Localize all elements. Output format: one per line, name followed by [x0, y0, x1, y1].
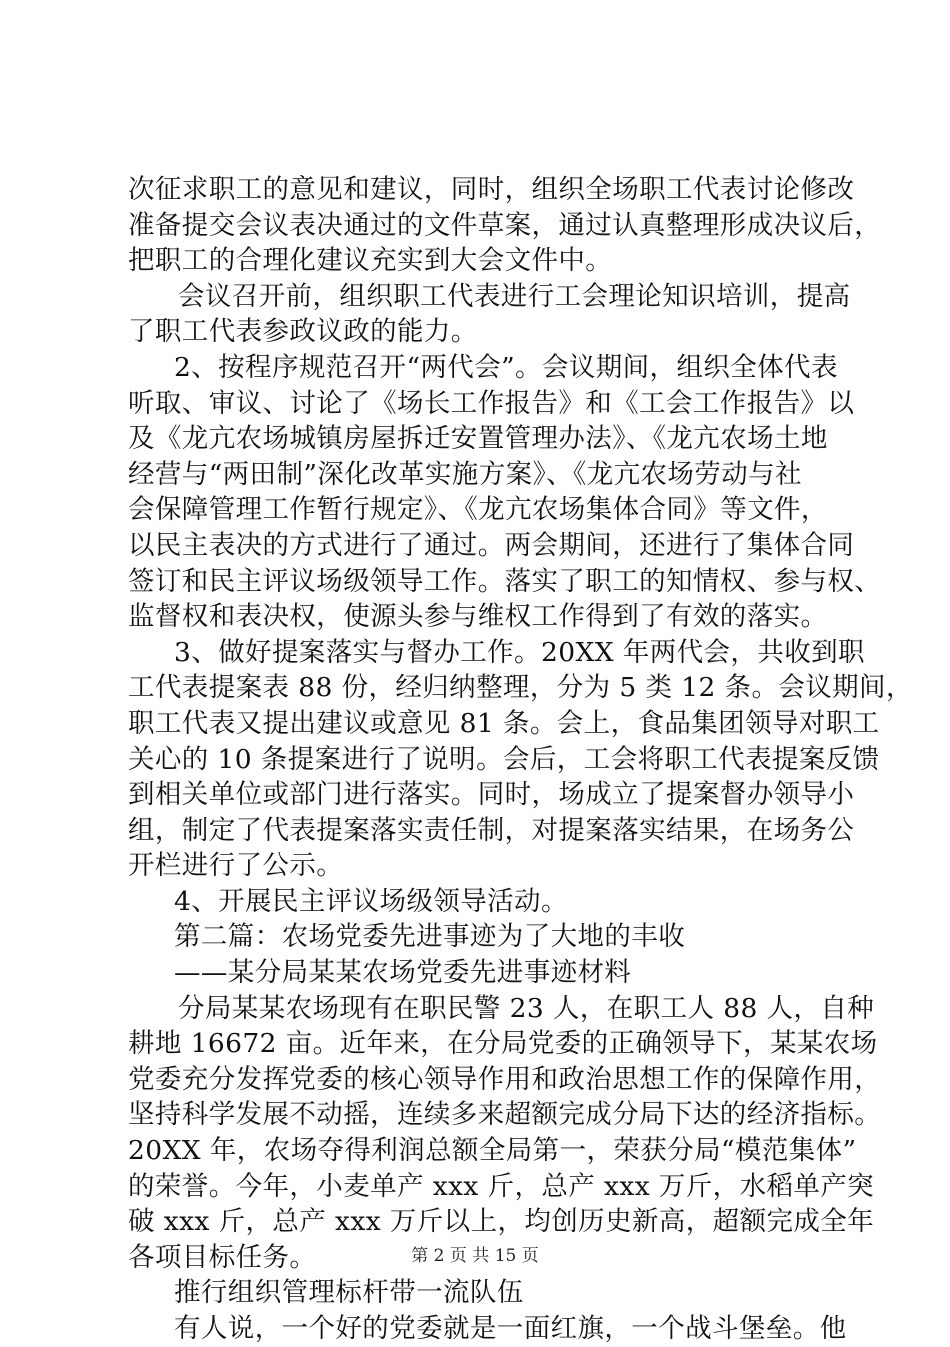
text-line: 开栏进行了公示。	[128, 850, 344, 882]
text-line: 监督权和表决权，使源头参与维权工作得到了有效的落实。	[128, 601, 828, 633]
paragraph-start: 分局某某农场现有在职民警 23 人，在职工人 88 人，自种	[178, 992, 875, 1024]
text-line: 党委充分发挥党委的核心领导作用和政治思想工作的保障作用，	[128, 1063, 882, 1095]
paragraph-start: 2、按程序规范召开“两代会”。会议期间，组织全体代表	[174, 351, 838, 383]
text-line: 各项目标任务。	[128, 1241, 317, 1273]
paragraph-start: 3、做好提案落实与督办工作。20XX 年两代会，共收到职	[174, 636, 865, 668]
text-line: 破 xxx 斤，总产 xxx 万斤以上，均创历史新高，超额完成全年	[128, 1206, 875, 1238]
text-line: 工代表提案表 88 份，经归纳整理，分为 5 类 12 条。会议期间，	[128, 672, 913, 704]
text-line: 签订和民主评议场级领导工作。落实了职工的知情权、参与权、	[128, 565, 882, 597]
document-body	[128, 172, 913, 1347]
text-line: 耕地 16672 亩。近年来，在分局党委的正确领导下，某某农场	[128, 1028, 878, 1060]
text-line: 到相关单位或部门进行落实。同时，场成立了提案督办领导小	[128, 779, 855, 811]
text-line: 会保障管理工作暂行规定》、《龙亢农场集体合同》等文件，	[128, 494, 828, 526]
text-line: 职工代表又提出建议或意见 81 条。会上，食品集团领导对职工	[128, 707, 880, 739]
text-line: 的荣誉。今年，小麦单产 xxx 斤，总产 xxx 万斤，水稻单产突	[128, 1170, 875, 1202]
text-line: 次征求职工的意见和建议，同时，组织全场职工代表讨论修改	[128, 174, 855, 205]
section-subheading: ——某分局某某农场党委先进事迹材料	[174, 957, 632, 989]
subsection-heading: 推行组织管理标杆带一流队伍	[174, 1277, 524, 1309]
text-line: 以民主表决的方式进行了通过。两会期间，还进行了集体合同	[128, 529, 855, 561]
page-number-footer: 第 2 页 共 15 页	[411, 1246, 539, 1266]
text-line: 准备提交会议表决通过的文件草案，通过认真整理形成决议后，	[128, 209, 882, 241]
text-line: 20XX 年，农场夺得利润总额全局第一，荣获分局“模范集体”	[128, 1135, 857, 1167]
text-line: 了职工代表参政议政的能力。	[128, 316, 478, 348]
paragraph-start: 4、开展民主评议场级领导活动。	[174, 885, 568, 917]
text-line: 及《龙亢农场城镇房屋拆迁安置管理办法》、《龙亢农场土地	[128, 423, 828, 455]
section-heading: 第二篇：农场党委先进事迹为了大地的丰收	[174, 921, 686, 953]
text-line: 坚持科学发展不动摇，连续多来超额完成分局下达的经济指标。	[128, 1099, 882, 1131]
text-line: 经营与“两田制”深化改革实施方案》、《龙亢农场劳动与社	[128, 458, 802, 490]
text-line: 关心的 10 条提案进行了说明。会后，工会将职工代表提案反馈	[128, 743, 880, 775]
text-line: 听取、审议、讨论了《场长工作报告》和《工会工作报告》以	[128, 387, 855, 419]
paragraph-start: 会议召开前，组织职工代表进行工会理论知识培训，提高	[178, 280, 851, 312]
text-line: 把职工的合理化建议充实到大会文件中。	[128, 245, 613, 277]
text-line: 组，制定了代表提案落实责任制，对提案落实结果，在场务公	[128, 814, 855, 846]
paragraph-start: 有人说，一个好的党委就是一面红旗，一个战斗堡垒。他	[174, 1313, 847, 1344]
